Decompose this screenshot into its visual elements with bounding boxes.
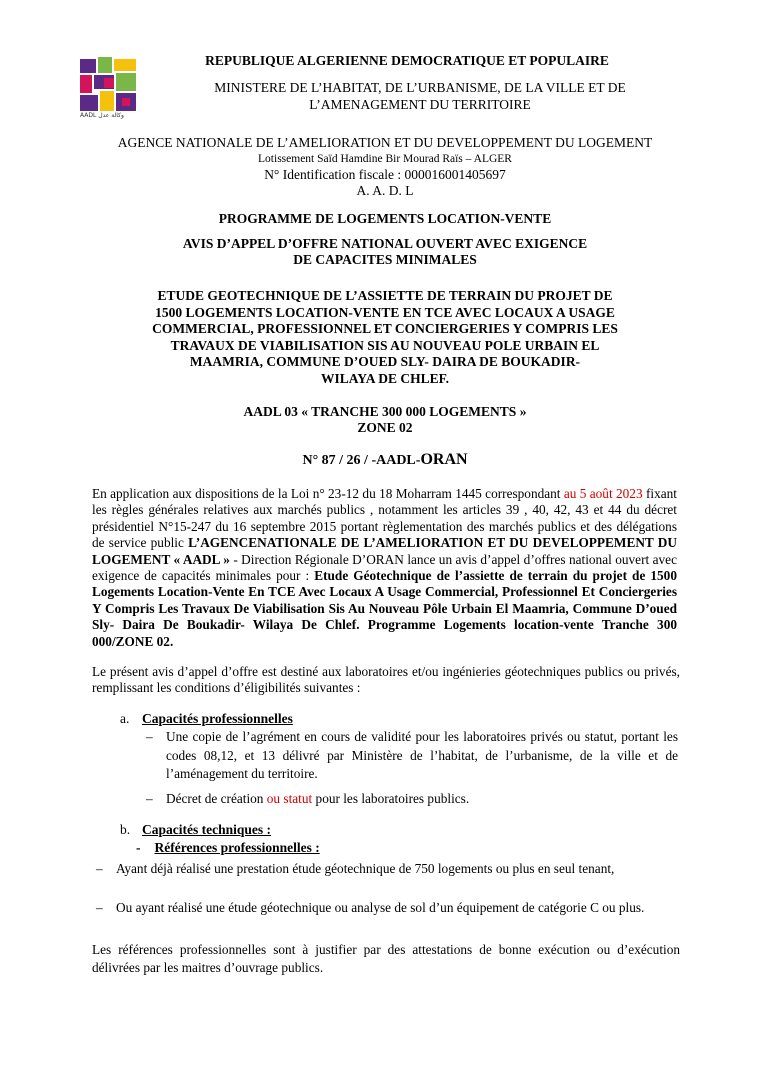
etude-line-5: MAAMRIA, COMMUNE D’OUED SLY- DAIRA DE BOUKADIR- bbox=[189, 354, 581, 369]
section-a-bullet-2-part-2: pour les laboratoires publics. bbox=[312, 791, 470, 806]
etude-line-6: WILAYA DE CHLEF. bbox=[321, 370, 449, 386]
section-a-heading bbox=[120, 711, 293, 727]
avis-title bbox=[80, 236, 690, 268]
etude-title bbox=[80, 288, 690, 387]
dash-marker: – bbox=[146, 729, 153, 744]
references-title: Références professionnelles : bbox=[154, 840, 320, 855]
section-a-bullet-1 bbox=[146, 728, 678, 784]
agency-acronym: A. A. D. L bbox=[356, 183, 414, 198]
tranche-line-1: AADL 03 « TRANCHE 300 000 LOGEMENTS » bbox=[243, 404, 527, 419]
intro-paragraph bbox=[92, 486, 677, 650]
references-dash: - bbox=[136, 840, 141, 855]
etude-line-2: 1500 LOGEMENTS LOCATION-VENTE EN TCE AVEC LOCAUX A USAGE bbox=[155, 304, 615, 320]
agency-name: AGENCE NATIONALE DE L’AMELIORATION ET DU DEVELOPPEMENT DU LOGEMENT bbox=[117, 135, 653, 150]
ministry-heading bbox=[190, 79, 650, 113]
section-b-bullet-2 bbox=[96, 899, 678, 918]
section-b-bullet-1-text: Ayant déjà réalisé une prestation étude géotechnique de 750 logements ou plus en seul tenant, bbox=[116, 861, 615, 876]
tranche-line-2: ZONE 02 bbox=[357, 420, 413, 435]
etude-line-3: COMMERCIAL, PROFESSIONNEL ET CONCIERGERIES Y COMPRIS LES bbox=[152, 321, 618, 336]
intro-agency: L’AGENCENATIONALE DE L’AMELIORATION ET DU DEVELOPPEMENT DU LOGEMENT « AADL » bbox=[92, 535, 677, 567]
avis-line-2: DE CAPACITES MINIMALES bbox=[293, 252, 477, 267]
programme-title: PROGRAMME DE LOGEMENTS LOCATION-VENTE bbox=[218, 211, 552, 226]
republic-heading: REPUBLIQUE ALGERIENNE DEMOCRATIQUE ET POPULAIRE bbox=[205, 53, 609, 68]
agency-fiscal-id: N° Identification fiscale : 000016001405697 bbox=[264, 167, 506, 182]
section-b-bullet-2-text: Ou ayant réalisé une étude géotechnique ou analyse de sol d’un équipement de catégorie C ou plus. bbox=[116, 900, 645, 915]
logo-caption: AADL وكالة عدل bbox=[80, 112, 124, 119]
reference-number bbox=[80, 452, 690, 469]
section-b-bullet-1 bbox=[96, 860, 678, 879]
agency-address: Lotissement Saïd Hamdine Bir Mourad Raïs – ALGER bbox=[258, 153, 512, 165]
references-subheading bbox=[136, 840, 320, 856]
ministry-line-2: L’AMENAGEMENT DU TERRITOIRE bbox=[309, 97, 531, 112]
section-a-title: Capacités professionnelles bbox=[142, 711, 293, 726]
avis-line-1: AVIS D’APPEL D’OFFRE NATIONAL OUVERT AVEC EXIGENCE bbox=[182, 236, 588, 251]
references-paragraph: Les références professionnelles sont à justifier par des attestations de bonne exécution ou d’exécution délivrées par les maitres d’ouvrage publics. bbox=[92, 942, 680, 975]
intro-date: au 5 août 2023 bbox=[563, 486, 643, 501]
section-a-bullet-2-red: ou statut bbox=[266, 791, 313, 806]
dash-marker: – bbox=[96, 861, 103, 876]
reference-number-city: ORAN bbox=[420, 451, 468, 468]
section-a-bullet-1-text: Une copie de l’agrément en cours de validité pour les laboratoires privés ou statut, portant les codes 08,12, et 13 délivré par Ministère de l’habitat, de l’urbanisme, de la ville et de l’aménagement du territoire. bbox=[166, 729, 678, 781]
section-a-label: a. bbox=[120, 711, 130, 726]
etude-line-1: ETUDE GEOTECHNIQUE DE L’ASSIETTE DE TERRAIN DU PROJET DE bbox=[157, 288, 613, 303]
tranche-title bbox=[80, 404, 690, 436]
reference-number-prefix: N° 87 / 26 / -AADL- bbox=[302, 453, 421, 468]
intro-part-2: fixant les règles générales relatives aux marchés publics , notamment les articles 39 , 40, 42, 43 et 44 du décret présidentiel N°15-247 du 16 septembre 2015 portant règlementation des marchés publics et des délégations de service public bbox=[92, 486, 677, 551]
aadl-logo-icon bbox=[78, 56, 140, 118]
section-b-label: b. bbox=[120, 822, 131, 837]
agency-block bbox=[80, 135, 690, 199]
ministry-line-1: MINISTERE DE L’HABITAT, DE L’URBANISME, DE LA VILLE ET DE bbox=[214, 80, 626, 95]
section-b-title: Capacités techniques : bbox=[142, 822, 271, 837]
section-a-bullet-2-part-1: Décret de création bbox=[166, 791, 267, 806]
eligibility-paragraph: Le présent avis d’appel d’offre est destiné aux laboratoires et/ou ingénieries géotechniques publics ou privés, remplissant les conditions d’éligibilités suivantes : bbox=[92, 664, 680, 696]
intro-object: Etude Géotechnique de l’assiette de terrain du projet de 1500 Logements Location-Vente En TCE Avec Locaux A Usage Commercial, Professionnel Et Conciergeries Y Compris Les Travaux De Viabilisation Sis Au Nouveau Pôle Urbain El Maamria, Commune D’oued Sly- Daira De Boukadir- Wilaya De Chlef. Programme Logements location-vente Tranche 300 000/ZONE 02. bbox=[92, 568, 677, 649]
dash-marker: – bbox=[96, 900, 103, 915]
intro-part-1: En application aux dispositions de la Loi n° 23-12 du 18 Moharram 1445 correspondant bbox=[92, 486, 564, 501]
intro-part-3: - Direction Régionale D’ORAN lance un avis d’appel d’offres national ouvert avec exigence de capacités minimales pour : bbox=[92, 551, 677, 584]
section-a-bullet-2 bbox=[146, 790, 678, 809]
etude-line-4: TRAVAUX DE VIABILISATION SIS AU NOUVEAU POLE URBAIN EL bbox=[170, 337, 600, 353]
section-b-heading bbox=[120, 822, 271, 838]
dash-marker: – bbox=[146, 791, 153, 806]
